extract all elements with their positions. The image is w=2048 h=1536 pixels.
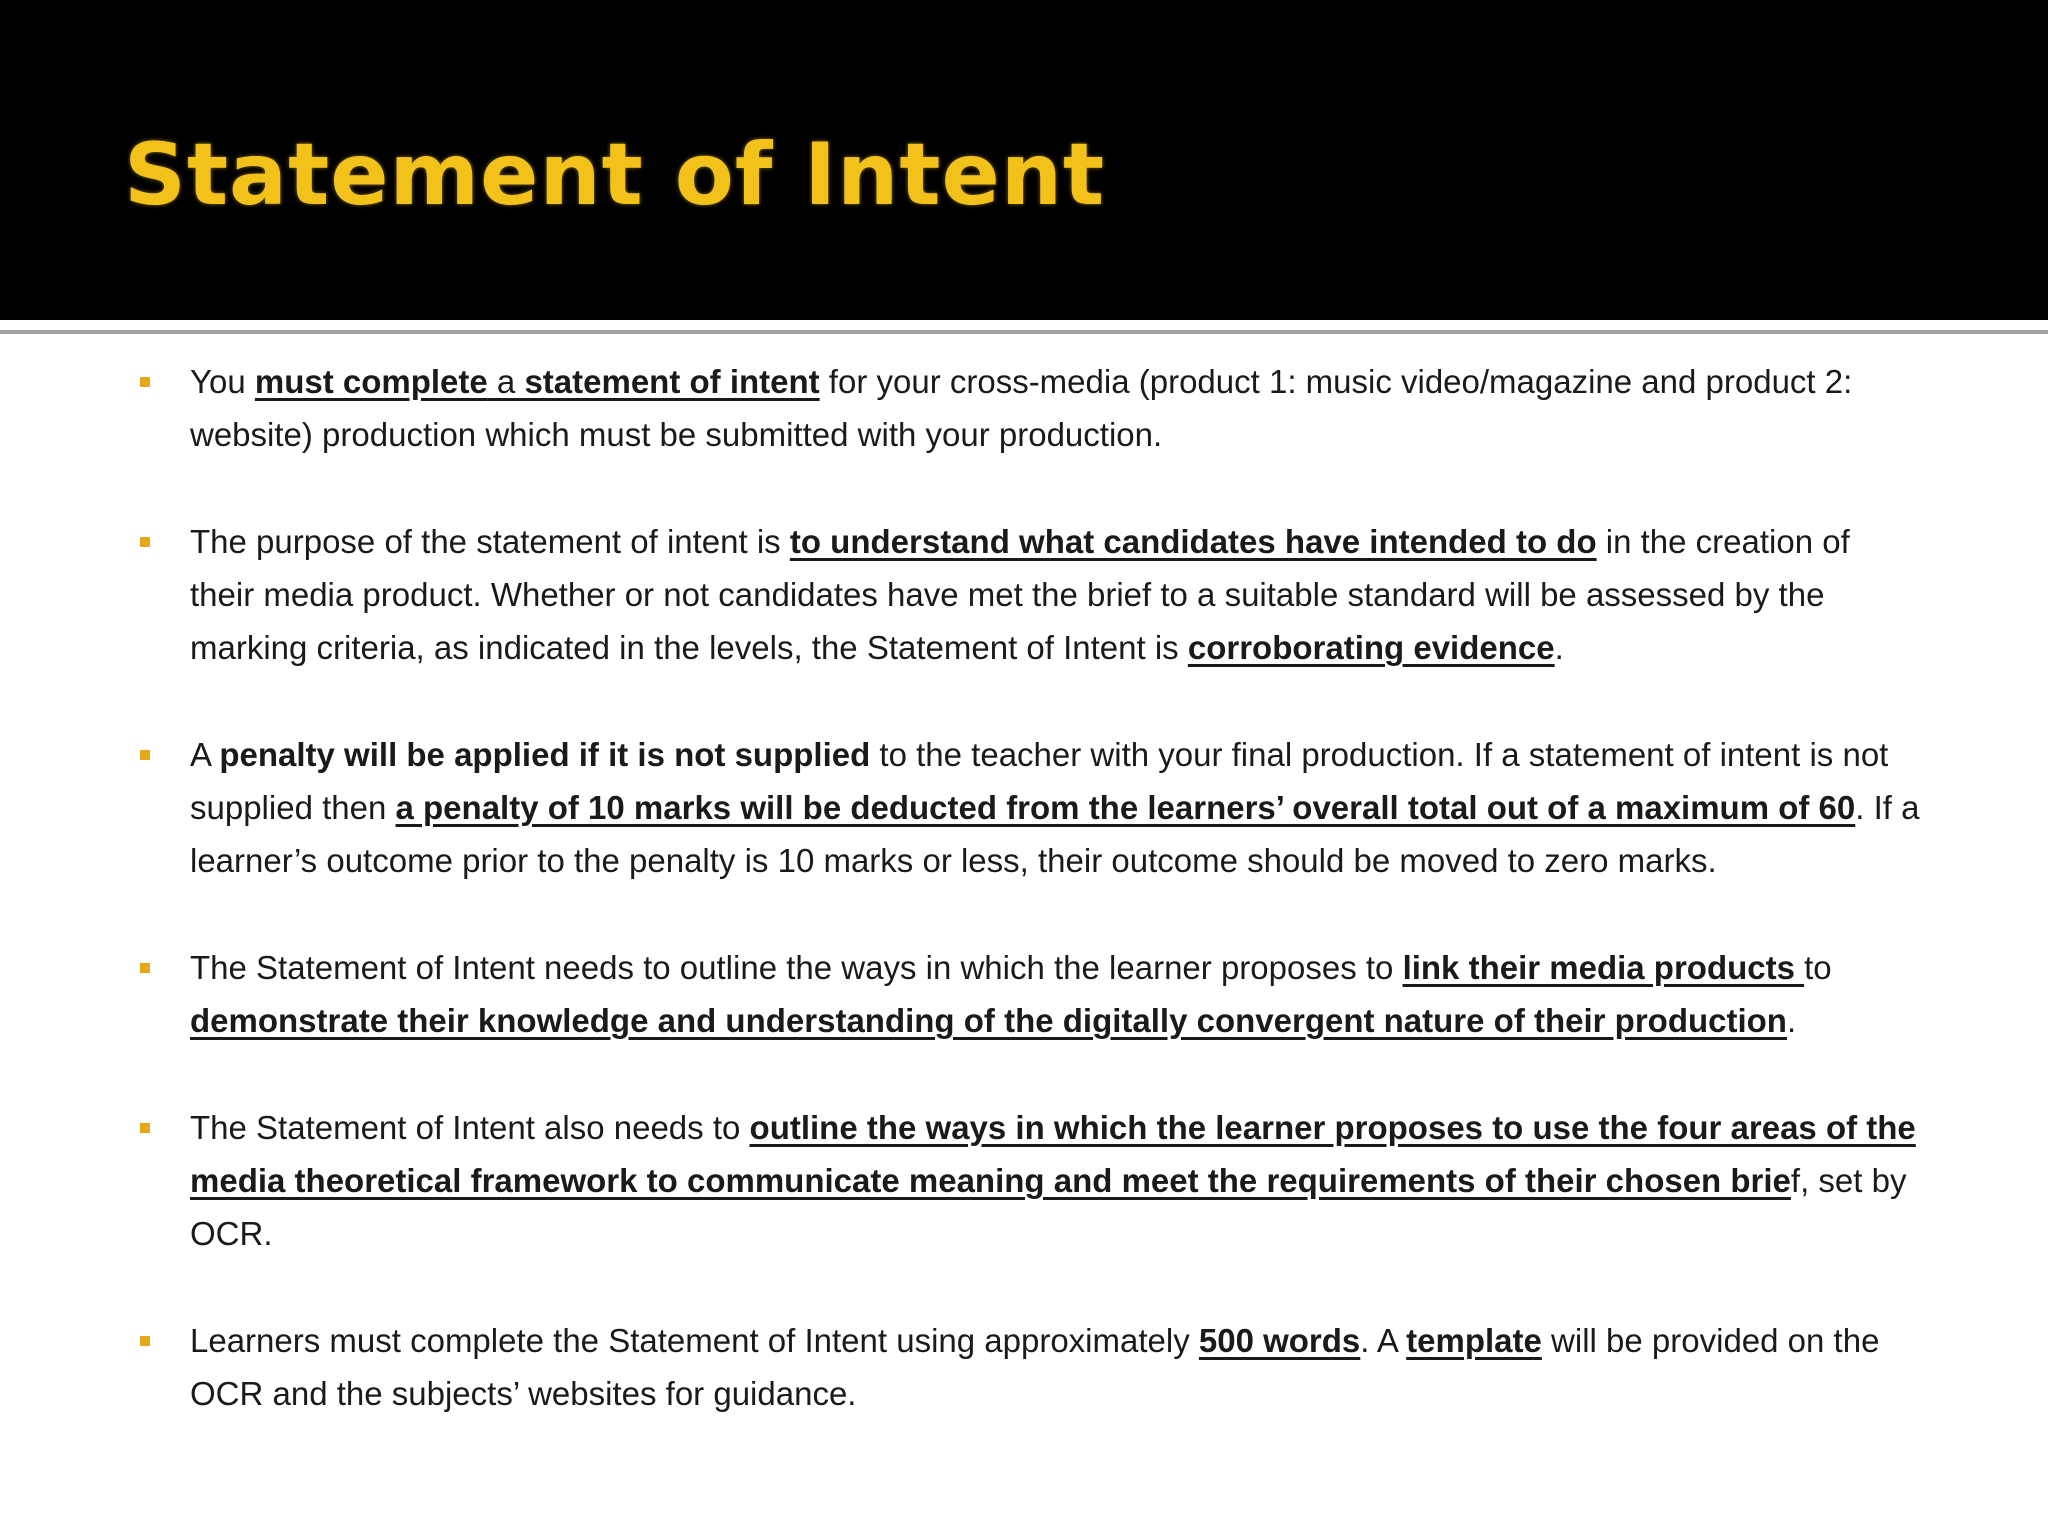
text-run: . If a learner’s outcome prior to the penalty is 10 marks or less, their outcome should be moved to zero marks. [190, 789, 1920, 879]
text-run: The purpose of the statement of intent is [190, 523, 790, 560]
emphasis-run: must complete [254, 363, 488, 400]
underlined-run: a [487, 363, 525, 400]
text-run: . [1786, 1002, 1797, 1039]
bullet-item-4 [140, 941, 1920, 1047]
bullet-list [140, 355, 1920, 1474]
emphasis-run: to understand what candidates have intended to do [789, 523, 1597, 560]
text-run: to [1804, 949, 1832, 986]
emphasis-run: corroborating evidence [1187, 629, 1555, 666]
text-run: in the creation of their media product. Whether or not candidates have met the brief to a suitable standard will be assessed by the marking criteria, as indicated in the levels, the Statement of Intent is [190, 523, 1850, 666]
emphasis-run: demonstrate their knowledge and understanding of the digitally convergent nature of their production [190, 1002, 1787, 1039]
text-run: to the teacher with your final production. If a statement of intent is not supplied then [190, 736, 1889, 826]
text-run: . [1554, 629, 1564, 666]
text-run: . A [1360, 1322, 1407, 1359]
emphasis-run: a penalty of 10 marks will be deducted from the learners’ overall total out of a maximum of 60 [395, 789, 1856, 826]
text-run: for your cross-media (product 1: music video/magazine and product 2: website) production which must be submitted with your production. [190, 363, 1853, 453]
text-run: The Statement of Intent needs to outline the ways in which the learner proposes to [190, 949, 1403, 986]
text-run: will be provided on the OCR and the subjects’ websites for guidance. [190, 1322, 1880, 1412]
bullet-item-6 [140, 1314, 1920, 1420]
emphasis-run: statement of intent [524, 363, 820, 400]
title-bar [0, 0, 2048, 320]
bold-run: penalty will be applied if it is not supplied [219, 736, 871, 773]
bullet-item-1 [140, 355, 1920, 461]
bullet-item-5 [140, 1101, 1920, 1260]
bullet-item-3 [140, 728, 1920, 887]
text-run: The Statement of Intent also needs to [190, 1109, 750, 1146]
emphasis-run: link their media products [1402, 949, 1805, 986]
text-run: You [190, 363, 255, 400]
emphasis-run: 500 words [1198, 1322, 1361, 1359]
emphasis-run: template [1406, 1322, 1542, 1359]
slide-title: Statement of Intent [124, 125, 1106, 225]
header-divider-grey [0, 330, 2048, 334]
text-run: Learners must complete the Statement of Intent using approximately [190, 1322, 1199, 1359]
header-divider-white [0, 320, 2048, 326]
text-run: f, set by OCR. [190, 1162, 1907, 1252]
emphasis-run: outline the ways in which the learner proposes to use the four areas of the media theoretical framework to communicate meaning and meet the requirements of their chosen brie [190, 1109, 1916, 1199]
text-run: A [190, 736, 220, 773]
bullet-item-2 [140, 515, 1920, 674]
